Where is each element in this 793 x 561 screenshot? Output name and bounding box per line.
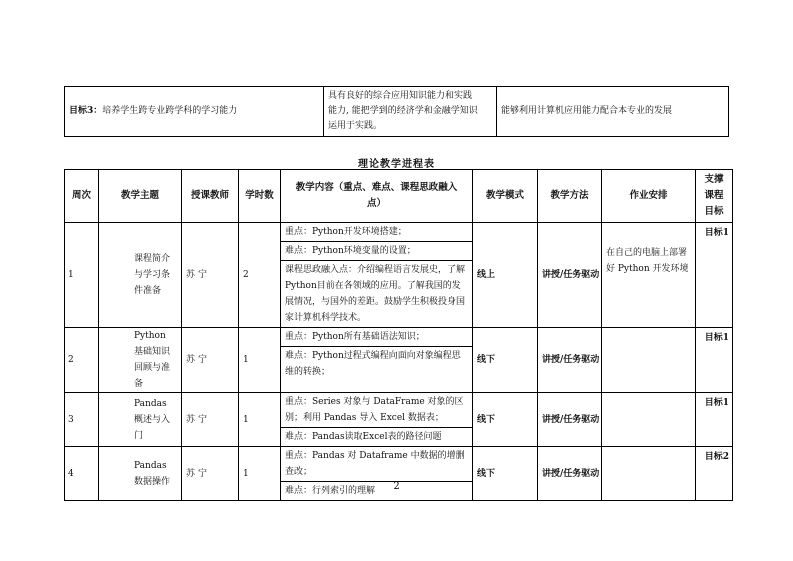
goal-text: 培养学生跨专业跨学科的学习能力 (102, 106, 238, 116)
method-cell: 讲授/任务驱动 (538, 393, 602, 447)
header-method: 教学方法 (538, 170, 602, 223)
topic-cell: Pandas 数据操作 (99, 447, 182, 501)
mode-cell: 线上 (473, 223, 538, 328)
goal-ability-line: 具有良好的综合应用知识能力和实践 (328, 91, 473, 101)
teacher-cell: 苏宁 (182, 328, 239, 393)
header-topic: 教学主题 (99, 170, 182, 223)
homework-cell (602, 393, 696, 447)
table-row (65, 223, 733, 328)
week-cell: 2 (65, 328, 99, 393)
week-cell: 1 (65, 223, 99, 328)
table-row (65, 328, 733, 393)
teacher-cell: 苏宁 (182, 393, 239, 447)
mode-cell: 线下 (473, 328, 538, 393)
content-cell (281, 447, 473, 501)
topic-cell: Python 基础知识回顾与准备 (99, 328, 182, 393)
week-cell: 4 (65, 447, 99, 501)
page-number: 2 (393, 481, 400, 492)
content-key-point: 重点：Series 对象与 DataFrame 对象的区别；利用 Pandas 导入 Excel 数据表； (281, 393, 472, 428)
content-difficulty: 难点：Python环境变量的设置； (281, 242, 472, 261)
hours-cell: 1 (239, 447, 281, 501)
method-cell: 讲授/任务驱动 (538, 223, 602, 328)
header-teacher: 授课教师 (182, 170, 239, 223)
schedule-table (64, 169, 733, 501)
schedule-title: 理论教学进程表 (358, 159, 435, 170)
goal-ability-line: 运用于实践。 (328, 121, 383, 131)
content-key-point: 重点：Python所有基础语法知识； (281, 328, 472, 347)
homework-cell (602, 447, 696, 501)
goal-outcome-cell: 能够利用计算机应用能力配合本专业的发展 (497, 87, 729, 137)
header-content: 教学内容（重点、难点、课程思政融入点） (281, 170, 473, 223)
table-row (65, 447, 733, 501)
method-cell: 讲授/任务驱动 (538, 328, 602, 393)
content-difficulty: 难点：行列索引的理解 (285, 486, 376, 496)
goal-ability-cell (324, 87, 497, 137)
mode-cell: 线下 (473, 393, 538, 447)
target-cell: 目标1 (696, 223, 733, 328)
content-cell (281, 223, 473, 328)
header-week: 周次 (65, 170, 99, 223)
content-difficulty: 难点：Python过程式编程向面向对象编程思维的转换； (285, 351, 461, 377)
content-key-point: 重点：Pandas 对 Dataframe 中数据的增删查改； (281, 447, 472, 482)
topic-cell: Pandas 概述与入门 (99, 393, 182, 447)
header-homework: 作业安排 (602, 170, 696, 223)
content-ideology: 课程思政融入点：介绍编程语言发展史，了解Python目前在各领域的应用。了解我国的发展情况，与国外的差距。鼓励学生积极投身国家计算机科学技术。 (285, 265, 466, 323)
goal-ability-line: 能力, 能把学到的经济学和金融学知识 (328, 106, 478, 116)
content-difficulty: 难点：Pandas读取Excel表的路径问题 (285, 432, 442, 442)
content-cell (281, 328, 473, 393)
target-cell: 目标1 (696, 328, 733, 393)
header-target: 支撑课程目标 (696, 170, 733, 223)
table-row (65, 393, 733, 447)
content-key-point: 重点：Python开发环境搭建； (281, 223, 472, 242)
target-cell: 目标1 (696, 393, 733, 447)
homework-cell (602, 328, 696, 393)
week-cell: 3 (65, 393, 99, 447)
topic-cell: 课程简介与学习条件准备 (99, 223, 182, 328)
homework-cell: 在自己的电脑上部署好 Python 开发环境 (602, 223, 696, 328)
teacher-cell: 苏宁 (182, 447, 239, 501)
goal-cell (65, 87, 324, 137)
content-cell (281, 393, 473, 447)
header-mode: 教学模式 (473, 170, 538, 223)
hours-cell: 1 (239, 328, 281, 393)
target-cell: 目标2 (696, 447, 733, 501)
method-cell: 讲授/任务驱动 (538, 447, 602, 501)
hours-cell: 2 (239, 223, 281, 328)
mode-cell: 线下 (473, 447, 538, 501)
goal-label: 目标3： (69, 106, 103, 116)
goal-table (64, 86, 729, 137)
hours-cell: 1 (239, 393, 281, 447)
teacher-cell: 苏宁 (182, 223, 239, 328)
header-hours: 学时数 (239, 170, 281, 223)
schedule-header-row (65, 170, 733, 223)
